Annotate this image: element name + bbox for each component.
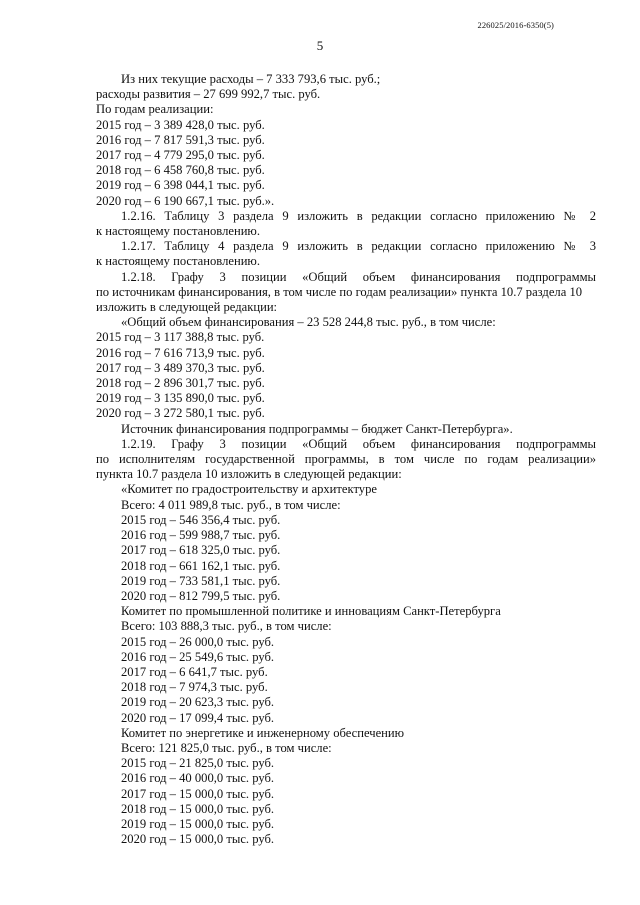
year-line: 2016 год – 40 000,0 тыс. руб. bbox=[121, 771, 275, 786]
expenses-block bbox=[96, 72, 596, 209]
financing-source-line: Источник финансирования подпрограммы – бюджет Санкт-Петербурга». bbox=[121, 421, 513, 436]
clause-1-2-17 bbox=[96, 239, 596, 269]
clause-line: 1.2.16. Таблицу 3 раздела 9 изложить в редакции согласно приложению № 2 bbox=[121, 208, 596, 223]
year-line: 2016 год – 7 616 713,9 тыс. руб. bbox=[96, 345, 265, 360]
clause-line: по исполнителям государственной программы, в том числе по годам реализации» bbox=[96, 452, 596, 467]
year-line: 2020 год – 17 099,4 тыс. руб. bbox=[121, 710, 275, 725]
year-line: 2018 год – 661 162,1 тыс. руб. bbox=[121, 558, 281, 573]
year-line: 2015 год – 21 825,0 тыс. руб. bbox=[121, 756, 275, 771]
year-line: 2015 год – 26 000,0 тыс. руб. bbox=[121, 634, 275, 649]
committee-block bbox=[96, 482, 596, 604]
year-line: 2020 год – 3 272 580,1 тыс. руб. bbox=[96, 406, 265, 421]
year-line: 2018 год – 6 458 760,8 тыс. руб. bbox=[96, 163, 265, 178]
year-line: 2017 год – 6 641,7 тыс. руб. bbox=[121, 664, 268, 679]
financing-total-line: «Общий объем финансирования – 23 528 244,8 тыс. руб., в том числе: bbox=[121, 315, 496, 330]
year-line: 2017 год – 15 000,0 тыс. руб. bbox=[121, 786, 275, 801]
year-line: 2020 год – 6 190 667,1 тыс. руб.». bbox=[96, 193, 275, 208]
year-line: 2017 год – 3 489 370,3 тыс. руб. bbox=[96, 360, 265, 375]
year-line: 2020 год – 812 799,5 тыс. руб. bbox=[121, 588, 281, 603]
year-line: 2019 год – 733 581,1 тыс. руб. bbox=[121, 573, 281, 588]
year-line: 2017 год – 4 779 295,0 тыс. руб. bbox=[96, 148, 265, 163]
committee-name: Комитет по промышленной политике и инновациям Санкт-Петербурга bbox=[121, 604, 501, 619]
year-line: 2018 год – 2 896 301,7 тыс. руб. bbox=[96, 376, 265, 391]
page-number: 5 bbox=[316, 38, 324, 53]
year-line: 2016 год – 599 988,7 тыс. руб. bbox=[121, 528, 281, 543]
clause-line: 1.2.17. Таблицу 4 раздела 9 изложить в редакции согласно приложению № 3 bbox=[121, 239, 596, 254]
by-years-heading: По годам реализации: bbox=[96, 102, 214, 117]
committee-block bbox=[96, 726, 596, 848]
committee-name: Комитет по энергетике и инженерному обеспечению bbox=[121, 725, 405, 740]
document-registration-code: 226025/2016-6350(5) bbox=[477, 20, 554, 30]
committee-total: Всего: 4 011 989,8 тыс. руб., в том числе: bbox=[121, 497, 341, 512]
year-line: 2015 год – 546 356,4 тыс. руб. bbox=[121, 512, 281, 527]
year-line: 2019 год – 3 135 890,0 тыс. руб. bbox=[96, 391, 265, 406]
year-line: 2016 год – 7 817 591,3 тыс. руб. bbox=[96, 132, 265, 147]
year-line: 2019 год – 6 398 044,1 тыс. руб. bbox=[96, 178, 265, 193]
document-body bbox=[96, 72, 596, 847]
clause-1-2-16 bbox=[96, 209, 596, 239]
year-line: 2020 год – 15 000,0 тыс. руб. bbox=[121, 832, 275, 847]
development-expenses-line: расходы развития – 27 699 992,7 тыс. руб. bbox=[96, 87, 321, 102]
clause-1-2-18 bbox=[96, 270, 596, 437]
year-line: 2018 год – 15 000,0 тыс. руб. bbox=[121, 801, 275, 816]
committee-name: «Комитет по градостроительству и архитектуре bbox=[121, 482, 377, 497]
clause-line: изложить в следующей редакции: bbox=[96, 300, 278, 315]
clause-line: по источникам финансирования, в том числе по годам реализации» пункта 10.7 раздела 10 bbox=[96, 284, 583, 299]
year-line: 2017 год – 618 325,0 тыс. руб. bbox=[121, 543, 281, 558]
committee-total: Всего: 103 888,3 тыс. руб., в том числе: bbox=[121, 619, 332, 634]
committee-block bbox=[96, 604, 596, 726]
committee-total: Всего: 121 825,0 тыс. руб., в том числе: bbox=[121, 740, 332, 755]
clause-line: пункта 10.7 раздела 10 изложить в следующей редакции: bbox=[96, 467, 402, 482]
year-line: 2018 год – 7 974,3 тыс. руб. bbox=[121, 680, 268, 695]
clause-line: к настоящему постановлению. bbox=[96, 224, 260, 239]
year-line: 2015 год – 3 389 428,0 тыс. руб. bbox=[96, 117, 265, 132]
current-expenses-line: Из них текущие расходы – 7 333 793,6 тыс. руб.; bbox=[121, 72, 381, 86]
clause-line: 1.2.18. Графу 3 позиции «Общий объем финансирования подпрограммы bbox=[121, 269, 596, 284]
year-line: 2019 год – 15 000,0 тыс. руб. bbox=[121, 816, 275, 831]
clause-line: 1.2.19. Графу 3 позиции «Общий объем финансирования подпрограммы bbox=[121, 436, 596, 451]
year-line: 2019 год – 20 623,3 тыс. руб. bbox=[121, 695, 275, 710]
year-line: 2015 год – 3 117 388,8 тыс. руб. bbox=[96, 330, 265, 345]
clause-1-2-19 bbox=[96, 437, 596, 847]
year-line: 2016 год – 25 549,6 тыс. руб. bbox=[121, 649, 275, 664]
clause-line: к настоящему постановлению. bbox=[96, 254, 260, 269]
